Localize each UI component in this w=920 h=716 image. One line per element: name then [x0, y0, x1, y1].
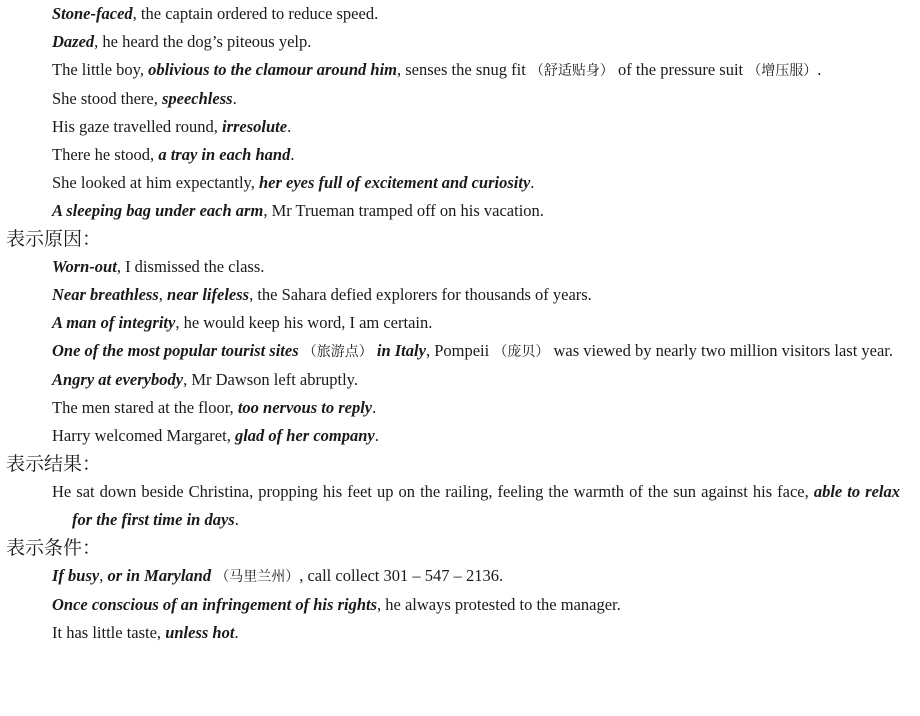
- example-sentence: [0, 309, 920, 337]
- sentence-text: .: [290, 145, 295, 164]
- example-sentence: [0, 113, 920, 141]
- emphasized-phrase: A man of integrity: [52, 313, 176, 332]
- example-sentence: [0, 169, 920, 197]
- emphasized-phrase: her eyes full of excitement and curiosity: [258, 173, 531, 192]
- emphasized-phrase: too nervous to reply: [237, 398, 373, 417]
- emphasized-phrase: A sleeping bag under each arm: [52, 201, 264, 220]
- sentence-text: , Pompeii: [425, 341, 494, 360]
- sentence-text: .: [530, 173, 535, 192]
- sentence-text: The little boy,: [52, 60, 149, 79]
- sentence-text: , Mr Trueman tramped off on his vacation.: [263, 201, 544, 220]
- sentence-text: ,: [99, 566, 108, 585]
- sentence-text: His gaze travelled round,: [52, 117, 222, 136]
- sentence-text: .: [372, 398, 377, 417]
- sentence-text: .: [374, 426, 379, 445]
- example-sentence: [0, 141, 920, 169]
- example-sentence: [0, 28, 920, 56]
- emphasized-phrase: or in Maryland: [107, 566, 212, 585]
- sentence-text: , he always protested to the manager.: [377, 595, 621, 614]
- emphasized-phrase: glad of her company: [234, 426, 375, 445]
- section-manner: [0, 0, 920, 225]
- sentence-text: was viewed by nearly two million visitors last year.: [549, 341, 894, 360]
- sentence-text: , the Sahara defied explorers for thousands of years.: [249, 285, 592, 304]
- example-sentence: [0, 394, 920, 422]
- example-sentence: [0, 197, 920, 225]
- sentence-text: of the pressure suit: [613, 60, 748, 79]
- example-sentence: [0, 591, 920, 619]
- sentence-text: , he heard the dog’s piteous yelp.: [94, 32, 312, 51]
- chinese-gloss: （增压服）: [747, 63, 818, 79]
- sentence-text: The men stared at the floor,: [52, 398, 238, 417]
- emphasized-phrase: If busy: [52, 566, 100, 585]
- sentence-text: She looked at him expectantly,: [52, 173, 259, 192]
- sentence-text: , senses the snug fit: [397, 60, 530, 79]
- example-sentence: [0, 619, 920, 647]
- emphasized-phrase: in Italy: [372, 341, 426, 360]
- chinese-gloss: （马里兰州）: [215, 569, 300, 585]
- emphasized-phrase: oblivious to the clamour around him: [148, 60, 398, 79]
- example-sentence: [0, 422, 920, 450]
- sentence-text: She stood there,: [52, 89, 162, 108]
- section-heading: 表示结果：: [6, 453, 102, 475]
- emphasized-phrase: irresolute: [221, 117, 288, 136]
- sentence-text: It has little taste,: [52, 623, 166, 642]
- chinese-gloss: （庞贝）: [493, 344, 550, 360]
- chinese-gloss: （旅游点）: [302, 344, 373, 360]
- sentence-text: Harry welcomed Margaret,: [52, 426, 235, 445]
- sentence-text: .: [817, 60, 822, 79]
- example-sentence: [0, 478, 920, 534]
- emphasized-phrase: Angry at everybody: [52, 370, 184, 389]
- sentence-text: , he would keep his word, I am certain.: [175, 313, 433, 332]
- chinese-gloss: （舒适贴身）: [529, 63, 614, 79]
- sentence-text: ,: [158, 285, 168, 304]
- emphasized-phrase: Worn-out: [52, 257, 117, 276]
- sentence-text: .: [232, 89, 237, 108]
- section-result: [0, 450, 920, 534]
- sentence-text: .: [234, 623, 239, 642]
- example-sentence: [0, 366, 920, 394]
- section-heading: 表示原因：: [6, 228, 102, 250]
- emphasized-phrase: Dazed: [52, 32, 95, 51]
- example-sentence: [0, 0, 920, 28]
- emphasized-phrase: Near breathless: [52, 285, 159, 304]
- emphasized-phrase: a tray in each hand: [158, 145, 291, 164]
- sentence-text: , I dismissed the class.: [116, 257, 265, 276]
- example-sentence: [0, 85, 920, 113]
- emphasized-phrase: able to relax for the first time in days: [72, 482, 900, 529]
- sentence-text: There he stood,: [52, 145, 159, 164]
- example-sentence: [0, 56, 920, 85]
- sentence-text: .: [287, 117, 292, 136]
- example-sentence: [0, 562, 920, 591]
- sentence-text: .: [234, 510, 239, 529]
- emphasized-phrase: One of the most popular tourist sites: [52, 341, 303, 360]
- emphasized-phrase: Once conscious of an infringement of his rights: [52, 595, 378, 614]
- section-cause: [0, 225, 920, 450]
- example-sentence: [0, 281, 920, 309]
- example-sentence: [0, 337, 920, 366]
- sentence-text: , Mr Dawson left abruptly.: [183, 370, 358, 389]
- emphasized-phrase: near lifeless: [167, 285, 250, 304]
- sentence-text: , the captain ordered to reduce speed.: [132, 4, 379, 23]
- section-condition: [0, 534, 920, 647]
- example-sentence: [0, 253, 920, 281]
- emphasized-phrase: Stone-faced: [52, 4, 133, 23]
- sentence-text: He sat down beside Christina, propping his feet up on the railing, feeling the warmth of the sun against his face,: [52, 482, 814, 501]
- sentence-text: , call collect 301 – 547 – 2136.: [299, 566, 504, 585]
- emphasized-phrase: unless hot: [165, 623, 235, 642]
- emphasized-phrase: speechless: [161, 89, 233, 108]
- section-heading: 表示条件：: [6, 537, 102, 559]
